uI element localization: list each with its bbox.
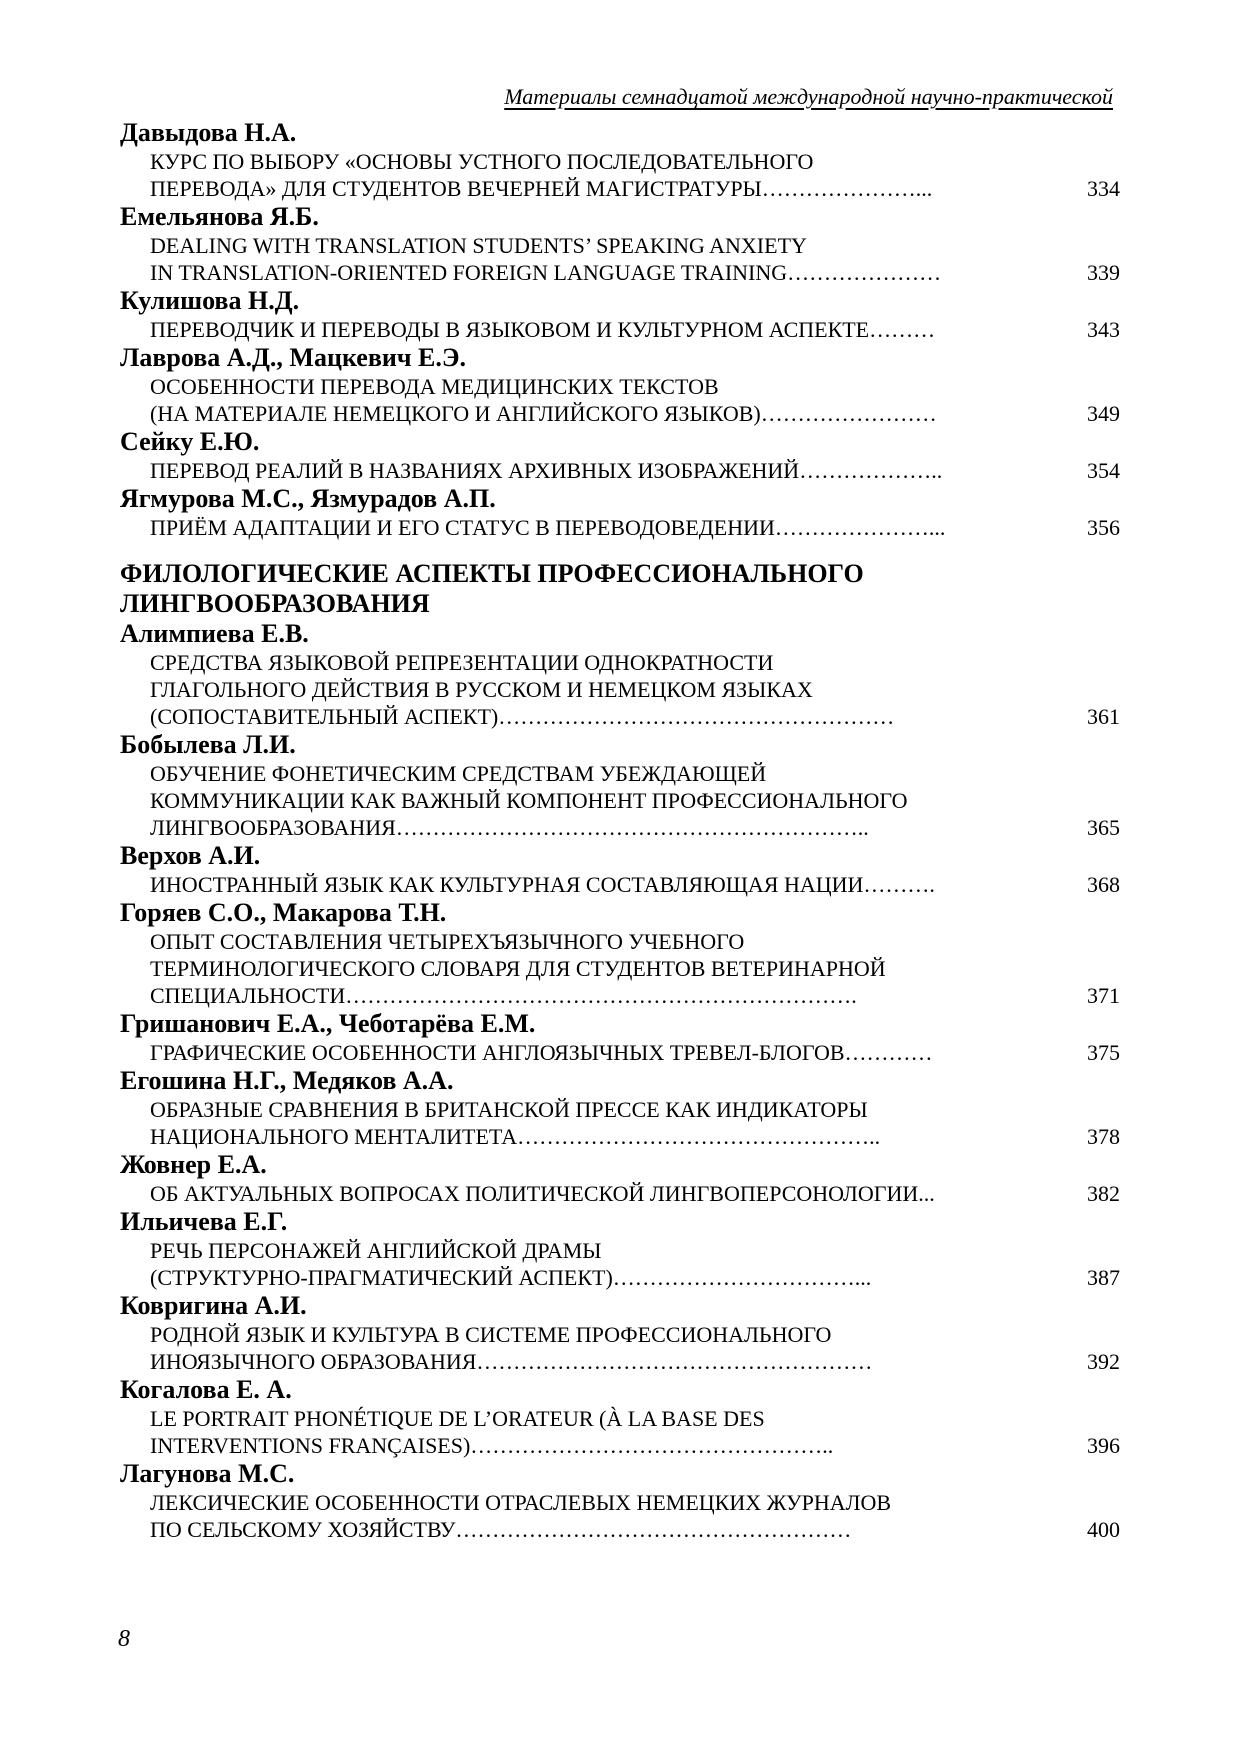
- entry-title-line: КОММУНИКАЦИИ КАК ВАЖНЫЙ КОМПОНЕНТ ПРОФЕССИОНАЛЬНОГО: [150, 788, 908, 813]
- toc-entry: [120, 841, 1120, 898]
- page-folio: 8: [118, 1626, 130, 1652]
- toc-entry: [120, 1291, 1120, 1375]
- entry-title-line: ГРАФИЧЕСКИЕ ОСОБЕННОСТИ АНГЛОЯЗЫЧНЫХ ТРЕВЕЛ-БЛОГОВ………… 375: [150, 1040, 1120, 1065]
- page-number: 356: [1087, 515, 1120, 540]
- section-heading: ФИЛОЛОГИЧЕСКИЕ АСПЕКТЫ ПРОФЕССИОНАЛЬНОГО ЛИНГВООБРАЗОВАНИЯ: [120, 559, 864, 618]
- entry-author: Ягмурова М.С., Язмурадов А.П.: [120, 484, 496, 513]
- entry-title-line: ОБ АКТУАЛЬНЫХ ВОПРОСАХ ПОЛИТИЧЕСКОЙ ЛИНГВОПЕРСОНОЛОГИИ... 382: [150, 1181, 1120, 1206]
- entry-title-line: СПЕЦИАЛЬНОСТИ……………………………………………………………. 371: [150, 983, 1120, 1008]
- entry-title-line: (СТРУКТУРНО-ПРАГМАТИЧЕСКИЙ АСПЕКТ)……………………………... 387: [150, 1265, 1120, 1290]
- page-number: 400: [1087, 1517, 1120, 1542]
- entry-author: Верхов А.И.: [120, 841, 261, 870]
- entry-title-line: INTERVENTIONS FRANÇAISES)………………………………………….. 396: [150, 1433, 1120, 1458]
- toc-group-translation: [120, 118, 1120, 541]
- toc-entry: [120, 1066, 1120, 1150]
- entry-title-line: ОБРАЗНЫЕ СРАВНЕНИЯ В БРИТАНСКОЙ ПРЕССЕ КАК ИНДИКАТОРЫ: [150, 1097, 868, 1122]
- entry-title-line: ПЕРЕВОДЧИК И ПЕРЕВОДЫ В ЯЗЫКОВОМ И КУЛЬТУРНОМ АСПЕКТЕ……… 343: [150, 317, 1120, 342]
- entry-title-line: ГЛАГОЛЬНОГО ДЕЙСТВИЯ В РУССКОМ И НЕМЕЦКОМ ЯЗЫКАХ: [150, 677, 813, 702]
- page-number: 368: [1087, 872, 1120, 897]
- entry-title-line: ПО СЕЛЬСКОМУ ХОЗЯЙСТВУ……………………………………………… 400: [150, 1517, 1120, 1542]
- toc-entry: [120, 619, 1120, 730]
- entry-author: Горяев С.О., Макарова Т.Н.: [120, 898, 447, 927]
- entry-author: Емельянова Я.Б.: [120, 202, 319, 231]
- toc-entry: [120, 484, 1120, 541]
- page-number: 396: [1087, 1433, 1120, 1458]
- page-number: 378: [1087, 1124, 1120, 1149]
- entry-title-line: ПЕРЕВОД РЕАЛИЙ В НАЗВАНИЯХ АРХИВНЫХ ИЗОБРАЖЕНИЙ……………….. 354: [150, 458, 1120, 483]
- entry-author: Ильичева Е.Г.: [120, 1207, 288, 1236]
- entry-title-line: (СОПОСТАВИТЕЛЬНЫЙ АСПЕКТ)……………………………………………… 361: [150, 704, 1120, 729]
- table-of-contents: [120, 118, 1120, 1543]
- toc-entry: [120, 898, 1120, 1009]
- toc-entry: [120, 1459, 1120, 1543]
- entry-title-line: ПРИЁМ АДАПТАЦИИ И ЕГО СТАТУС В ПЕРЕВОДОВЕДЕНИИ…………………... 356: [150, 515, 1120, 540]
- toc-entry: [120, 202, 1120, 286]
- page-number: 349: [1087, 401, 1120, 426]
- page-number: 339: [1087, 260, 1120, 285]
- page-number: 387: [1087, 1265, 1120, 1290]
- entry-title-line: ОСОБЕННОСТИ ПЕРЕВОДА МЕДИЦИНСКИХ ТЕКСТОВ: [150, 374, 719, 399]
- entry-author: Егошина Н.Г., Медяков А.А.: [120, 1066, 454, 1095]
- entry-author: Жовнер Е.А.: [120, 1150, 267, 1179]
- page-number: 343: [1087, 317, 1120, 342]
- toc-entry: [120, 1150, 1120, 1207]
- entry-author: Гришанович Е.А., Чеботарёва Е.М.: [120, 1009, 536, 1038]
- entry-title-line: DEALING WITH TRANSLATION STUDENTS’ SPEAKING ANXIETY: [150, 233, 807, 258]
- page-number: 392: [1087, 1349, 1120, 1374]
- entry-title-line: ТЕРМИНОЛОГИЧЕСКОГО СЛОВАРЯ ДЛЯ СТУДЕНТОВ ВЕТЕРИНАРНОЙ: [150, 956, 886, 981]
- entry-title-line: ИНОСТРАННЫЙ ЯЗЫК КАК КУЛЬТУРНАЯ СОСТАВЛЯЮЩАЯ НАЦИИ………. 368: [150, 872, 1120, 897]
- entry-title-line: ЛЕКСИЧЕСКИЕ ОСОБЕННОСТИ ОТРАСЛЕВЫХ НЕМЕЦКИХ ЖУРНАЛОВ: [150, 1490, 892, 1515]
- entry-title-line: ПЕРЕВОДА» ДЛЯ СТУДЕНТОВ ВЕЧЕРНЕЙ МАГИСТРАТУРЫ…………………... 334: [150, 176, 1120, 201]
- toc-entry: [120, 118, 1120, 202]
- entry-title-line: IN TRANSLATION-ORIENTED FOREIGN LANGUAGE TRAINING………………… 339: [150, 260, 1120, 285]
- page-number: 365: [1087, 815, 1120, 840]
- entry-title-line: РОДНОЙ ЯЗЫК И КУЛЬТУРА В СИСТЕМЕ ПРОФЕССИОНАЛЬНОГО: [150, 1322, 832, 1347]
- entry-title-line: СРЕДСТВА ЯЗЫКОВОЙ РЕПРЕЗЕНТАЦИИ ОДНОКРАТНОСТИ: [150, 650, 774, 675]
- toc-entry: [120, 1375, 1120, 1459]
- toc-group-philology: [120, 619, 1120, 1543]
- page-number: 361: [1087, 704, 1120, 729]
- entry-title-line: ИНОЯЗЫЧНОГО ОБРАЗОВАНИЯ……………………………………………… 392: [150, 1349, 1120, 1374]
- entry-title-line: ОПЫТ СОСТАВЛЕНИЯ ЧЕТЫРЕХЪЯЗЫЧНОГО УЧЕБНОГО: [150, 929, 745, 954]
- entry-title-line: ЛИНГВООБРАЗОВАНИЯ……………………………………………………….. 365: [150, 815, 1120, 840]
- entry-title-line: НАЦИОНАЛЬНОГО МЕНТАЛИТЕТА………………………………………….. 378: [150, 1124, 1120, 1149]
- entry-author: Когалова Е. А.: [120, 1375, 292, 1404]
- entry-title-line: ОБУЧЕНИЕ ФОНЕТИЧЕСКИМ СРЕДСТВАМ УБЕЖДАЮЩЕЙ: [150, 761, 767, 786]
- page-number: 334: [1087, 176, 1120, 201]
- entry-author: Лагунова М.С.: [120, 1459, 295, 1488]
- toc-entry: [120, 730, 1120, 841]
- entry-title-line: LE PORTRAIT PHONÉTIQUE DE L’ORATEUR (À LA BASE DES: [150, 1406, 765, 1431]
- toc-entry: [120, 427, 1120, 484]
- running-header: Материалы семнадцатой международной научно-практической: [504, 84, 1113, 109]
- entry-author: Бобылева Л.И.: [120, 730, 296, 759]
- entry-author: Давыдова Н.А.: [120, 118, 297, 147]
- toc-entry: [120, 1207, 1120, 1291]
- entry-author: Лаврова А.Д., Мацкевич Е.Э.: [120, 343, 466, 372]
- toc-entry: [120, 1009, 1120, 1066]
- entry-author: Кулишова Н.Д.: [120, 286, 300, 315]
- page-number: 375: [1087, 1040, 1120, 1065]
- toc-entry: [120, 286, 1120, 343]
- entry-title-line: КУРС ПО ВЫБОРУ «ОСНОВЫ УСТНОГО ПОСЛЕДОВАТЕЛЬНОГО: [150, 149, 814, 174]
- entry-author: Ковригина А.И.: [120, 1291, 307, 1320]
- entry-title-line: (НА МАТЕРИАЛЕ НЕМЕЦКОГО И АНГЛИЙСКОГО ЯЗЫКОВ)…………………… 349: [150, 401, 1120, 426]
- toc-entry: [120, 343, 1120, 427]
- page-number: 371: [1087, 983, 1120, 1008]
- page-number: 382: [1087, 1181, 1120, 1206]
- entry-author: Сейку Е.Ю.: [120, 427, 260, 456]
- entry-title-line: РЕЧЬ ПЕРСОНАЖЕЙ АНГЛИЙСКОЙ ДРАМЫ: [150, 1238, 602, 1263]
- entry-author: Алимпиева Е.В.: [120, 619, 309, 648]
- page-number: 354: [1087, 458, 1120, 483]
